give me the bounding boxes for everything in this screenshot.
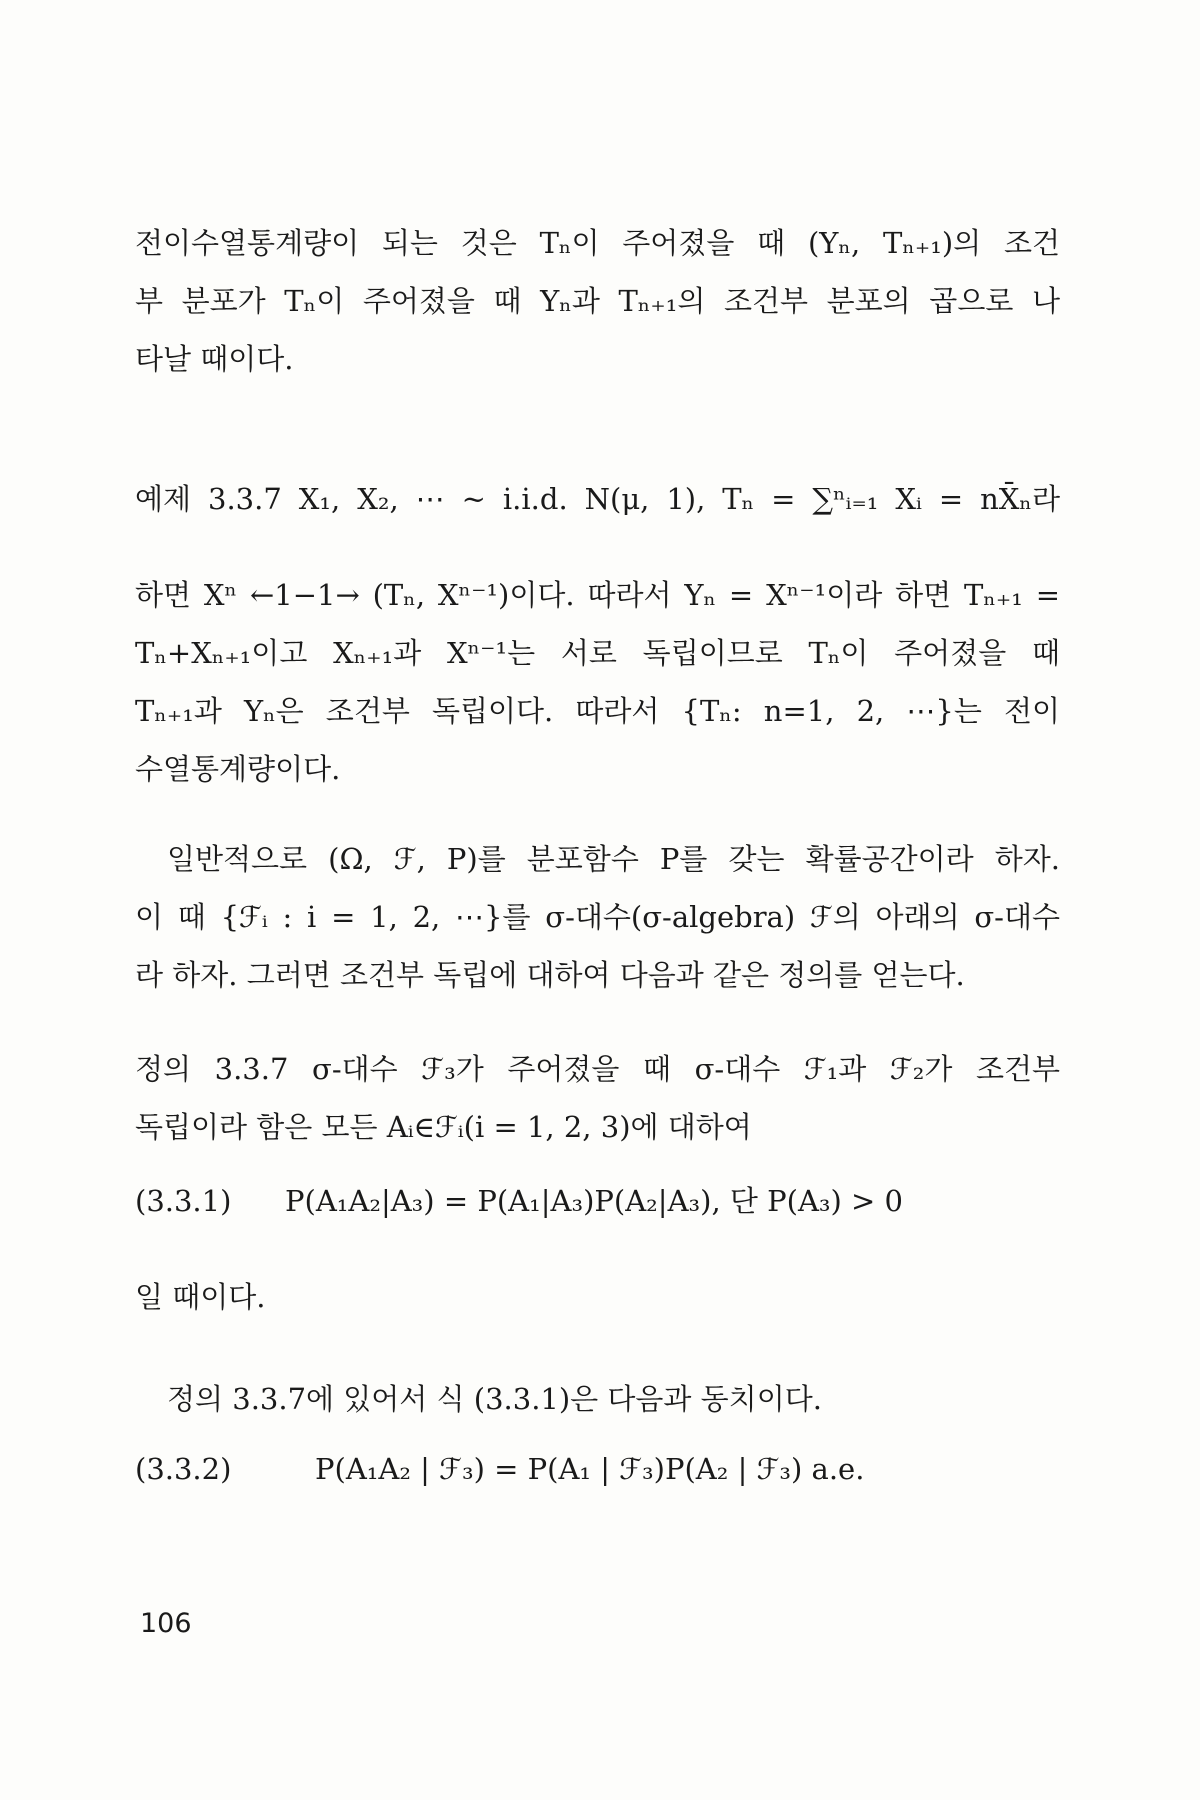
definition-3-3-7 [135, 1040, 1060, 1156]
equation-body: P(A₁A₂|A₃) = P(A₁|A₃)P(A₂|A₃), 단 P(A₃) > 0 [285, 1184, 904, 1218]
text-line: 부 분포가 Tₙ이 주어졌을 때 Yₙ과 Tₙ₊₁의 조건부 분포의 곱으로 나 [135, 284, 1060, 318]
text-line: 전이수열통계량이 되는 것은 Tₙ이 주어졌을 때 (Yₙ, Tₙ₊₁)의 조건 [135, 226, 1060, 260]
text-line: 하면 Xⁿ ←1−1→ (Tₙ, Xⁿ⁻¹)이다. 따라서 Yₙ = Xⁿ⁻¹이라 하면 Tₙ₊₁ = [135, 578, 1060, 612]
page-number: 106 [140, 1608, 192, 1639]
equation-number: (3.3.2) [135, 1452, 232, 1486]
text-line: 예제 3.3.7 X₁, X₂, ⋯ ~ i.i.d. N(μ, 1), Tₙ = ∑ⁿᵢ₌₁ Xᵢ = nX̄ₙ라 [135, 482, 1060, 516]
paragraph-probability-space [135, 830, 1060, 1004]
text-line: 정의 3.3.7 σ-대수 ℱ₃가 주어졌을 때 σ-대수 ℱ₁과 ℱ₂가 조건부 [135, 1052, 1060, 1086]
equation-3-3-2 [135, 1440, 1060, 1498]
paragraph-after-equation [135, 1268, 1060, 1326]
text-line: 수열통계량이다. [135, 752, 341, 786]
text-line: 타날 때이다. [135, 342, 294, 376]
text-line: 일반적으로 (Ω, ℱ, P)를 분포함수 P를 갖는 확률공간이라 하자. [167, 842, 1060, 876]
example-3-3-7-body [135, 566, 1060, 798]
text-line: Tₙ₊₁과 Yₙ은 조건부 독립이다. 따라서 {Tₙ: n=1, 2, ⋯}는 전이 [135, 694, 1060, 728]
text-line: 일 때이다. [135, 1280, 266, 1314]
text-line: 독립이라 함은 모든 Aᵢ∈ℱᵢ(i = 1, 2, 3)에 대하여 [135, 1110, 752, 1144]
equation-body: P(A₁A₂ | ℱ₃) = P(A₁ | ℱ₃)P(A₂ | ℱ₃) a.e. [315, 1452, 865, 1486]
text-line: Tₙ+Xₙ₊₁이고 Xₙ₊₁과 Xⁿ⁻¹는 서로 독립이므로 Tₙ이 주어졌을 때 [135, 636, 1060, 670]
equation-number: (3.3.1) [135, 1184, 232, 1218]
paragraph-transition-statistic [135, 214, 1060, 388]
paragraph-equivalence [135, 1370, 1060, 1428]
text-line: 정의 3.3.7에 있어서 식 (3.3.1)은 다음과 동치이다. [167, 1382, 822, 1416]
example-3-3-7 [135, 470, 1060, 528]
text-line: 이 때 {ℱᵢ : i = 1, 2, ⋯}를 σ-대수(σ-algebra) ℱ의 아래의 σ-대수 [135, 900, 1060, 934]
text-line: 라 하자. 그러면 조건부 독립에 대하여 다음과 같은 정의를 얻는다. [135, 958, 965, 992]
equation-3-3-1 [135, 1172, 1060, 1230]
